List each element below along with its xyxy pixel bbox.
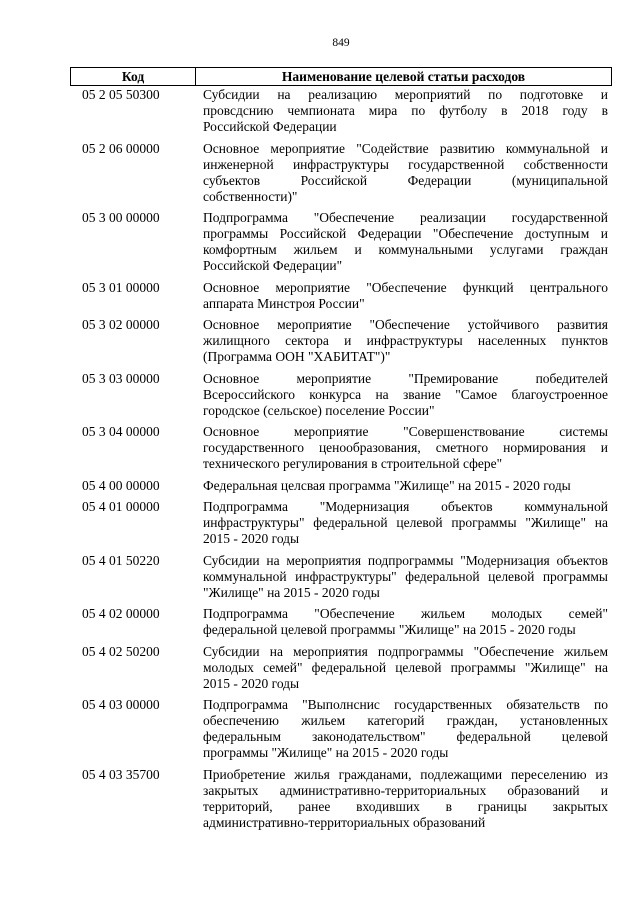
description-line: Подпрограмма "Модернизация объектов коммунальной xyxy=(203,499,608,514)
description-line: государственного ценообразования, сметного нормирования и xyxy=(203,440,608,455)
table-header xyxy=(70,67,612,86)
row-description xyxy=(203,553,608,601)
description-line: территорий, ранее входивших в границы закрытых xyxy=(203,798,608,814)
description-line: Федеральная целсвая программа "Жилище" на 2015 - 2020 годы xyxy=(203,477,571,493)
description-line: (Программа ООН "ХАБИТАТ")" xyxy=(203,349,391,364)
description-line: Субсидии на реализацию мероприятий по подготовке и xyxy=(203,87,608,102)
description-line: закрытых административно-территориальных образований и xyxy=(203,782,608,798)
description-line: жилищного сектора и инфраструктуры населенных пунктов xyxy=(203,333,608,348)
description-line: 2015 - 2020 годы xyxy=(203,675,300,691)
description-line: Основное мероприятие "Содействие развитию коммунальной и xyxy=(203,140,608,156)
row-description xyxy=(203,280,608,312)
row-description xyxy=(203,478,608,494)
table-row xyxy=(70,499,612,547)
description-line: городское (сельское) поселение России" xyxy=(203,402,435,418)
description-line: программы "Жилище" на 2015 - 2020 годы xyxy=(203,745,449,760)
row-description xyxy=(203,210,608,274)
description-line: технического регулирования в строительной сфере" xyxy=(203,456,503,471)
table-row xyxy=(70,87,612,135)
table-row xyxy=(70,371,612,419)
table-row xyxy=(70,210,612,274)
description-line: субъектов Российской Федерации (муниципальной xyxy=(203,172,608,188)
description-line: обеспечению жильем категорий граждан, установленных xyxy=(203,713,608,728)
description-line: программы Российской Федерации "Обеспечение доступным и xyxy=(203,226,608,241)
description-line: административно-территориальных образований xyxy=(203,814,486,830)
description-line: Всероссийского конкурса на звание "Самое благоустроенное xyxy=(203,386,608,402)
description-line: Российской Федерации" xyxy=(203,258,343,273)
table-row xyxy=(70,606,612,638)
table-row xyxy=(70,478,612,494)
description-line: Подпрограмма "Обеспечение реализации государственной xyxy=(203,210,608,225)
header-name: Наименование целевой статьи расходов xyxy=(281,69,526,84)
table-body xyxy=(70,87,612,831)
row-description xyxy=(203,371,608,419)
row-code: 05 2 05 50300 xyxy=(82,87,160,102)
table-row xyxy=(70,767,612,831)
description-line: федеральной целевой программы "Жилище" на 2015 - 2020 годы xyxy=(203,622,576,637)
description-line: инфраструктуры" федеральной целевой программы "Жилище" на xyxy=(203,515,608,530)
row-description xyxy=(203,87,608,135)
table-row xyxy=(70,553,612,601)
header-code: Код xyxy=(71,68,196,85)
description-line: провсдснию чемпионата мира по футболу в 2018 году в xyxy=(203,103,608,118)
description-line: Российской Федерации xyxy=(203,119,337,134)
row-code: 05 4 01 50220 xyxy=(82,552,160,568)
row-description xyxy=(203,644,608,692)
row-code: 05 4 00 00000 xyxy=(82,477,160,493)
row-code: 05 4 01 00000 xyxy=(82,499,160,514)
table-row xyxy=(70,697,612,761)
description-line: Подпрограмма "Выполнснис государственных обязательств по xyxy=(203,697,608,712)
row-code: 05 3 02 00000 xyxy=(82,317,160,332)
row-description xyxy=(203,317,608,365)
row-code: 05 2 06 00000 xyxy=(82,140,160,156)
row-description xyxy=(203,767,608,831)
description-line: Подпрограмма "Обеспечение жильем молодых семей" xyxy=(203,606,608,621)
description-line: "Жилище" на 2015 - 2020 годы xyxy=(203,584,380,600)
table-row xyxy=(70,317,612,365)
row-description xyxy=(203,499,608,547)
description-line: инженерной инфраструктуры государственной собственности xyxy=(203,156,608,172)
row-description xyxy=(203,606,608,638)
row-code: 05 4 02 50200 xyxy=(82,643,160,659)
description-line: молодых семей" федеральной целевой программы "Жилище" на xyxy=(203,659,608,675)
row-description xyxy=(203,424,608,472)
row-code: 05 4 02 00000 xyxy=(82,606,160,621)
description-line: федеральным законодательством" федеральной целевой xyxy=(203,729,608,744)
target-articles-table xyxy=(70,67,612,836)
description-line: Основное мероприятие "Обеспечение устойчивого развития xyxy=(203,317,608,332)
description-line: Субсидии на мероприятия подпрограммы "Модернизация объектов xyxy=(203,552,608,568)
description-line: Основное мероприятие "Премирование победителей xyxy=(203,370,608,386)
table-row xyxy=(70,644,612,692)
row-description xyxy=(203,697,608,761)
row-code: 05 3 00 00000 xyxy=(82,210,160,225)
description-line: аппарата Минстроя России" xyxy=(203,295,365,311)
table-row xyxy=(70,141,612,205)
table-row xyxy=(70,280,612,312)
description-line: Основное мероприятие "Совершенствование системы xyxy=(203,424,608,439)
description-line: коммунальной инфраструктуры" федеральной целевой программы xyxy=(203,568,608,584)
page-number: 849 xyxy=(332,37,350,49)
description-line: Основное мероприятие "Обеспечение функций центрального xyxy=(203,279,608,295)
row-code: 05 4 03 35700 xyxy=(82,766,160,782)
row-code: 05 4 03 00000 xyxy=(82,697,160,712)
row-code: 05 3 04 00000 xyxy=(82,424,160,439)
description-line: 2015 - 2020 годы xyxy=(203,531,300,546)
row-description xyxy=(203,141,608,205)
row-code: 05 3 01 00000 xyxy=(82,279,160,295)
description-line: комфортным жильем и коммунальными услугами граждан xyxy=(203,242,608,257)
description-line: Приобретение жилья гражданами, подлежащими переселению из xyxy=(203,766,608,782)
description-line: собственности)" xyxy=(203,188,298,204)
table-row xyxy=(70,424,612,472)
row-code: 05 3 03 00000 xyxy=(82,370,160,386)
description-line: Субсидии на мероприятия подпрограммы "Обеспечение жильем xyxy=(203,643,608,659)
